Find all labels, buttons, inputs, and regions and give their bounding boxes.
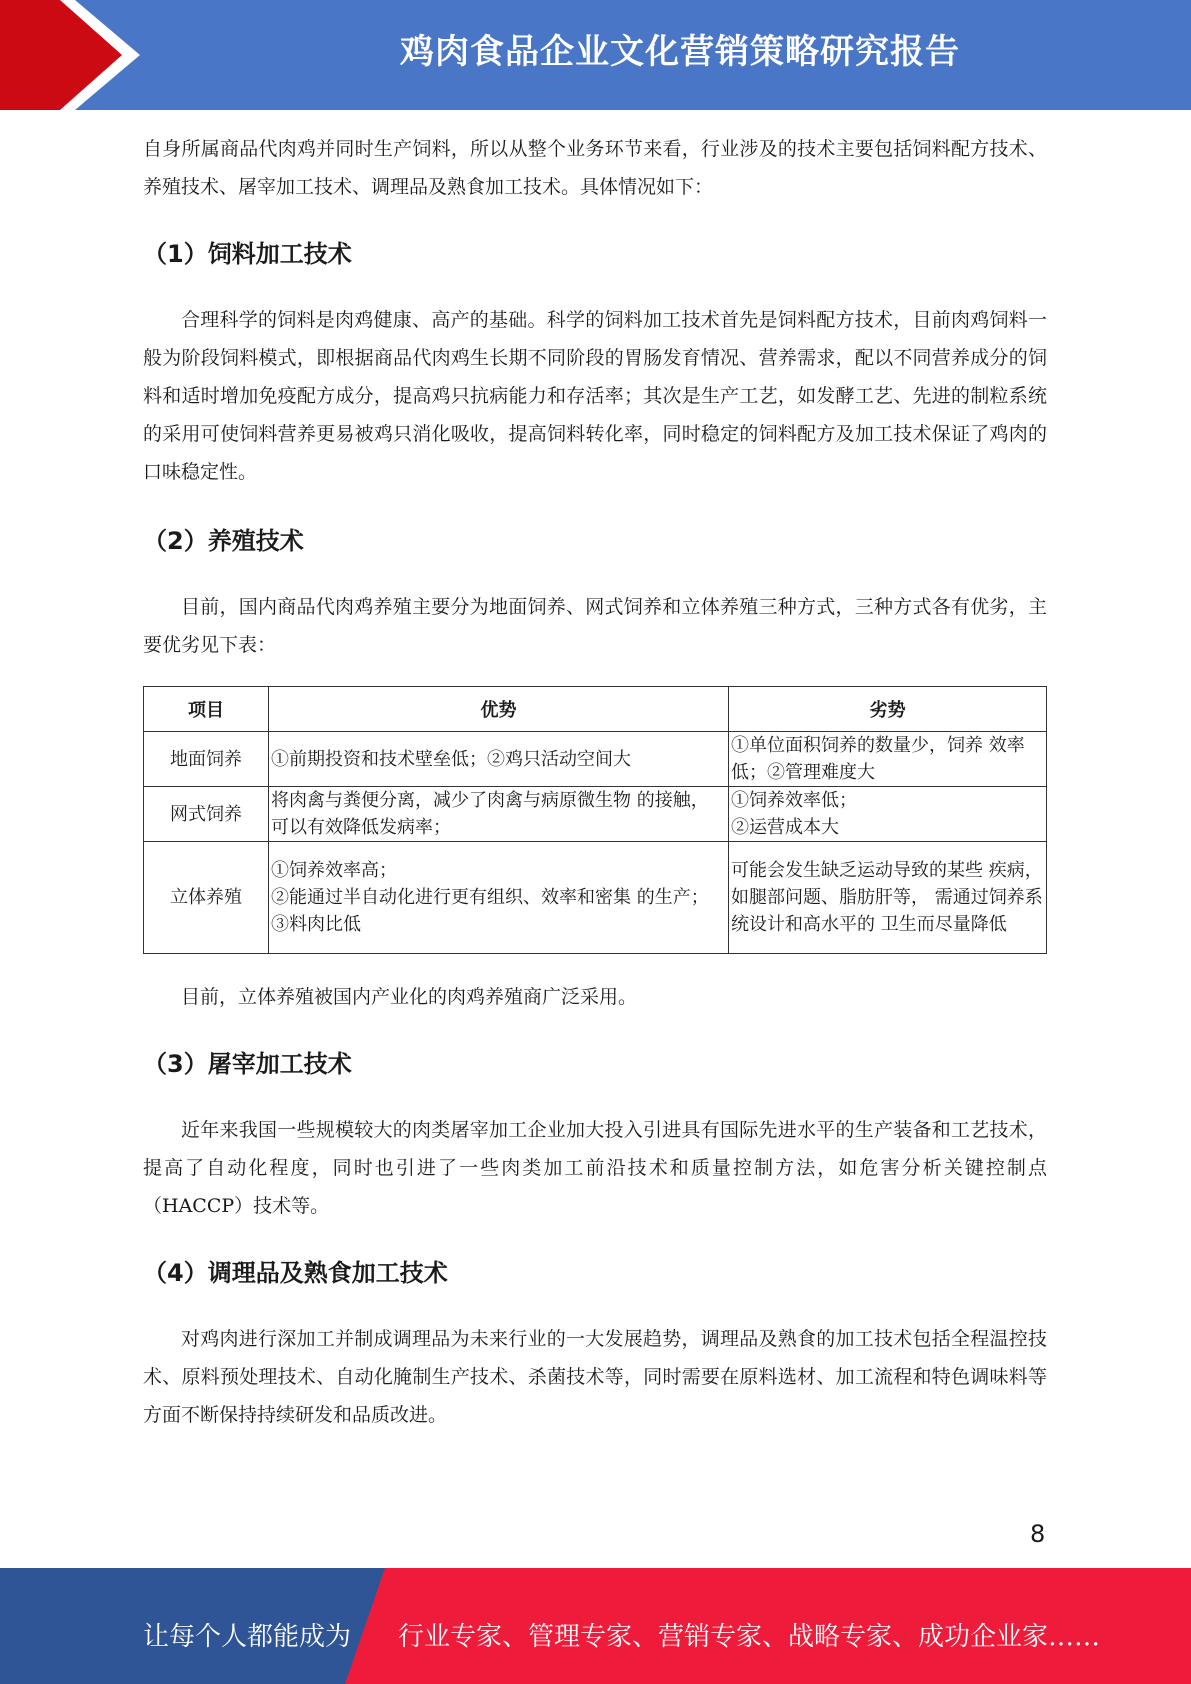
table-cell-item: 网式饲养 <box>144 787 269 842</box>
table-cell-disadvantage <box>729 842 1047 954</box>
table-header-disadvantage: 劣势 <box>729 687 1047 732</box>
cell-line: ③料肉比低 <box>271 914 361 935</box>
cell-line: ①饲养效率低； <box>731 790 857 811</box>
cell-line: ②能通过半自动化进行更有组织、效率和密集 的生产； <box>271 887 709 908</box>
page-number: 8 <box>1030 1520 1046 1548</box>
section-heading-breeding: （2）养殖技术 <box>143 527 304 555</box>
table-header-advantage: 优势 <box>269 687 729 732</box>
footer-slogan-left: 让每个人都能成为 <box>143 1622 352 1652</box>
table-cell-item: 立体养殖 <box>144 842 269 954</box>
cell-line: ①前期投资和技术壁垒低；②鸡只活动空间大 <box>271 748 631 770</box>
intro-paragraph: 自身所属商品代肉鸡并同时生产饲料，所以从整个业务环节来看，行业涉及的技术主要包括饲料配方技术、养殖技术、屠宰加工技术、调理品及熟食加工技术。具体情况如下： <box>143 138 1047 198</box>
table-cell-disadvantage <box>729 787 1047 842</box>
main-content <box>143 130 1047 1434</box>
section-body-breeding: 目前，国内商品代肉鸡养殖主要分为地面饲养、网式饲养和立体养殖三种方式，三种方式各有优劣，主要优劣见下表： <box>143 596 1047 656</box>
section-heading-feed: （1）饲料加工技术 <box>143 240 352 268</box>
header-arrow-decoration <box>0 0 150 110</box>
table-row <box>144 842 1047 954</box>
table-row <box>144 787 1047 842</box>
section-heading-slaughter: （3）屠宰加工技术 <box>143 1050 352 1078</box>
section-heading-prepared-food: （4）调理品及熟食加工技术 <box>143 1259 448 1287</box>
header-band <box>0 0 1191 110</box>
table-cell-advantage <box>269 732 729 787</box>
table-cell-item: 地面饲养 <box>144 732 269 787</box>
cell-line: 可能会发生缺乏运动导致的某些 疾病，如腿部问题、脂肪肝等， 需通过饲养系统设计和高水平的 卫生而尽量降低 <box>731 860 1043 935</box>
footer-band <box>0 1568 1191 1684</box>
cell-line: 将肉禽与粪便分离，减少了肉禽与病原微生物 的接触，可以有效降低发病率； <box>271 790 709 838</box>
table-cell-advantage <box>269 842 729 954</box>
section-body-breeding-after-table: 目前，立体养殖被国内产业化的肉鸡养殖商广泛采用。 <box>181 986 638 1008</box>
document-title: 鸡肉食品企业文化营销策略研究报告 <box>400 32 960 72</box>
table-cell-advantage <box>269 787 729 842</box>
cell-line: ②运营成本大 <box>731 817 839 838</box>
section-body-feed: 合理科学的饲料是肉鸡健康、高产的基础。科学的饲料加工技术首先是饲料配方技术，目前肉鸡饲料一般为阶段饲料模式，即根据商品代肉鸡生长期不同阶段的胃肠发育情况、营养需求，配以不同营养成分的饲料和适时增加免疫配方成分，提高鸡只抗病能力和存活率；其次是生产工艺，如发酵工艺、先进的制粒系统的采用可使饲料营养更易被鸡只消化吸收，提高饲料转化率，同时稳定的饲料配方及加工技术保证了鸡肉的口味稳定性。 <box>143 309 1047 483</box>
section-body-prepared-food: 对鸡肉进行深加工并制成调理品为未来行业的一大发展趋势，调理品及熟食的加工技术包括全程温控技术、原料预处理技术、自动化腌制生产技术、杀菌技术等，同时需要在原料选材、加工流程和特色调味料等方面不断保持持续研发和品质改进。 <box>143 1328 1047 1426</box>
breeding-comparison-table <box>143 686 1047 954</box>
table-header-item: 项目 <box>144 687 269 732</box>
section-body-slaughter: 近年来我国一些规模较大的肉类屠宰加工企业加大投入引进具有国际先进水平的生产装备和工艺技术，提高了自动化程度，同时也引进了一些肉类加工前沿技术和质量控制方法，如危害分析关键控制点（HACCP）技术等。 <box>143 1119 1047 1217</box>
table-row <box>144 732 1047 787</box>
table-cell-disadvantage <box>729 732 1047 787</box>
table-header-row <box>144 687 1047 732</box>
cell-line: ①单位面积饲养的数量少，饲养 效率低；②管理难度大 <box>731 735 1025 783</box>
footer-slogan-right: 行业专家、管理专家、营销专家、战略专家、成功企业家…… <box>398 1622 1101 1652</box>
cell-line: ①饲养效率高； <box>271 860 397 881</box>
